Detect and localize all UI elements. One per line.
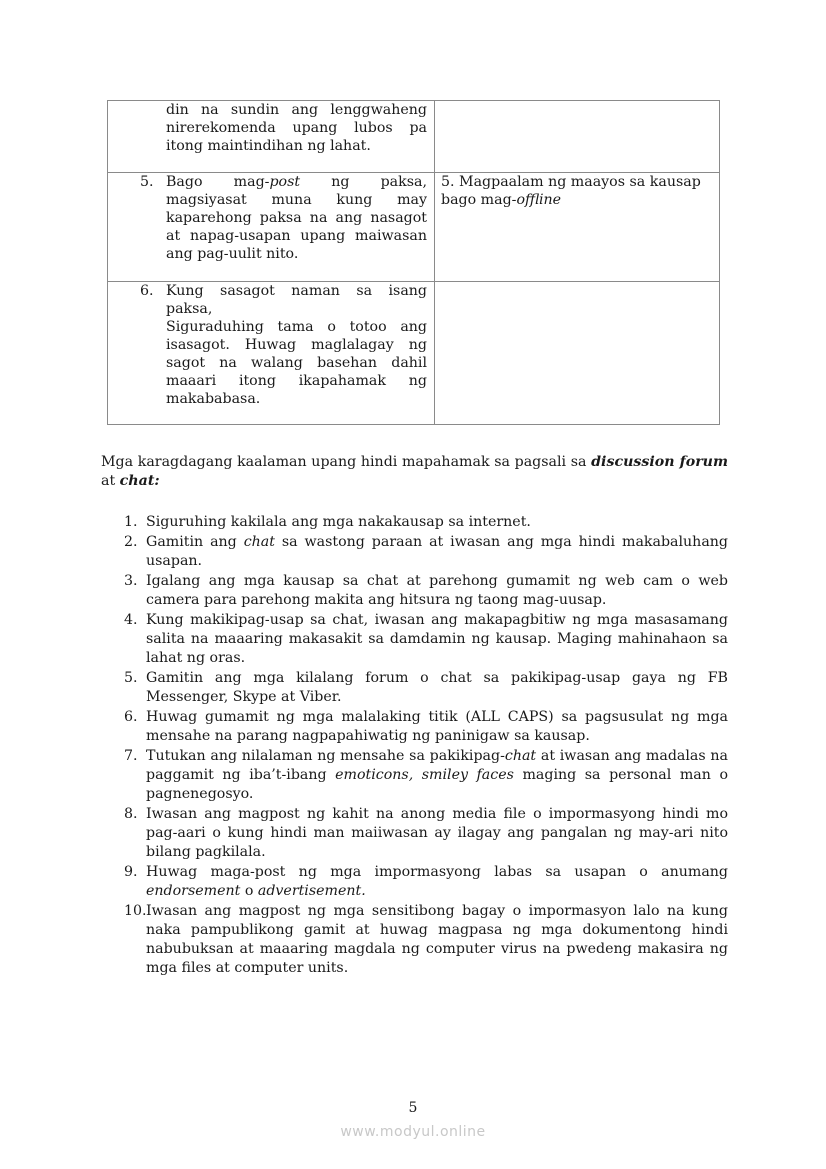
rule-text: Bago mag- <box>166 174 270 190</box>
list-item <box>124 611 728 668</box>
table-cell-left <box>108 101 435 173</box>
list-item <box>124 513 728 532</box>
list-item <box>124 805 728 862</box>
tips-list <box>124 513 728 979</box>
list-item-text: o <box>240 883 258 899</box>
rule-text: Siguraduhing tama o totoo ang isasagot. Huwag maglalagay ng sagot na walang basehan dahil maaari itong ikapahamak ng makababasa. <box>166 319 427 407</box>
list-item <box>124 747 728 804</box>
list-item-text: Gamitin ang <box>146 534 244 550</box>
list-item-number: 10. <box>124 903 147 919</box>
table-cell-right <box>435 101 720 173</box>
list-item-emphasis: emoticons, smiley faces <box>335 767 514 783</box>
table-row <box>108 173 720 282</box>
list-item <box>124 902 728 978</box>
list-item-text: Iwasan ang magpost ng mga sensitibong bagay o impormasyon lalo na kung naka pampublikong gamit at huwag magpasa ng mga dokumentong hindi nabubuksan at maaaring magdala ng computer virus na pwedeng makasira ng mga files at computer units. <box>146 903 728 976</box>
list-item <box>124 708 728 746</box>
list-item-text: Huwag maga-post ng mga impormasyong labas sa usapan o anumang <box>146 864 728 880</box>
table-cell-left <box>108 282 435 425</box>
rule-text: ng paksa, magsiyasat muna kung may kaparehong paksa na ang nasagot at napag-usapan upang maiwasan ang pag-uulit nito. <box>166 174 427 262</box>
list-item-number: 3. <box>124 573 138 589</box>
list-item-text: Igalang ang mga kausap sa chat at parehong gumamit ng web cam o web camera para parehong makita ang hitsura ng taong mag-uusap. <box>146 573 728 608</box>
list-item-text: maging sa personal man o pagnenegosyo. <box>146 767 729 802</box>
list-item-text: Siguruhing kakilala ang mga nakakausap sa internet. <box>146 514 531 530</box>
list-item <box>124 533 728 571</box>
list-item-number: 5. <box>124 670 138 686</box>
list-item-emphasis: advertisement. <box>257 883 366 899</box>
list-item-text: Tutukan ang nilalaman ng mensahe sa pakikipag- <box>146 748 505 764</box>
netiquette-table <box>107 100 720 425</box>
rule-number: 6. <box>140 283 154 299</box>
intro-text: Mga karagdagang kaalaman upang hindi mapahamak sa pagsali sa <box>101 454 592 470</box>
list-item <box>124 863 728 901</box>
intro-bold-term: chat: <box>119 473 160 489</box>
list-item-text: at iwasan ang madalas na paggamit ng iba’t-ibang <box>146 748 728 783</box>
list-item-text: Huwag gumamit ng mga malalaking titik (ALL CAPS) sa pagsusulat ng mga mensahe na parang nagpapahiwatig ng paninigaw sa kausap. <box>146 709 728 744</box>
rule-text: Kung sasagot naman sa isang paksa, <box>166 283 427 317</box>
list-item <box>124 669 728 707</box>
table-cell-right <box>435 173 720 282</box>
table-row <box>108 101 720 173</box>
list-item-number: 1. <box>124 514 138 530</box>
rule-text-emphasis: offline <box>516 192 562 208</box>
table-cell-left <box>108 173 435 282</box>
list-item-text: Kung makikipag-usap sa chat, iwasan ang makapagbitiw ng mga masasamang salita na maaaring makasakit sa damdamin ng kausap. Maging mahinahaon sa lahat ng oras. <box>146 612 728 666</box>
watermark: www.modyul.online <box>340 1124 486 1140</box>
rule-text: din na sundin ang lenggwaheng nirerekomenda upang lubos pa itong maintindihan ng lahat. <box>166 102 427 154</box>
table-row <box>108 282 720 425</box>
list-item <box>124 572 728 610</box>
list-item-text: sa wastong paraan at iwasan ang mga hindi makabaluhang usapan. <box>146 534 728 569</box>
intro-bold-term: discussion forum <box>591 454 729 470</box>
list-item-emphasis: endorsement <box>146 883 241 899</box>
intro-text: at <box>101 473 120 489</box>
table-cell-right <box>435 282 720 425</box>
list-item-text: Iwasan ang magpost ng kahit na anong media file o impormasyong hindi mo pag-aari o kung hindi man maiiwasan ay ilagay ang pangalan ng may-ari nito bilang pagkilala. <box>146 806 728 860</box>
list-item-text: Gamitin ang mga kilalang forum o chat sa pakikipag-usap gaya ng FB Messenger, Skype at Viber. <box>146 670 728 705</box>
list-item-number: 7. <box>124 748 138 764</box>
list-item-number: 9. <box>124 864 138 880</box>
intro-paragraph <box>101 453 728 491</box>
list-item-number: 2. <box>124 534 138 550</box>
list-item-emphasis: chat <box>504 748 537 764</box>
rule-text-emphasis: post <box>269 174 301 190</box>
rule-number: 5. <box>140 174 154 190</box>
list-item-emphasis: chat <box>243 534 275 550</box>
page-number: 5 <box>408 1100 418 1116</box>
list-item-number: 4. <box>124 612 138 628</box>
list-item-number: 8. <box>124 806 138 822</box>
list-item-number: 6. <box>124 709 138 725</box>
rule-text: 5. Magpaalam ng maayos sa kausap bago mag- <box>441 174 701 208</box>
